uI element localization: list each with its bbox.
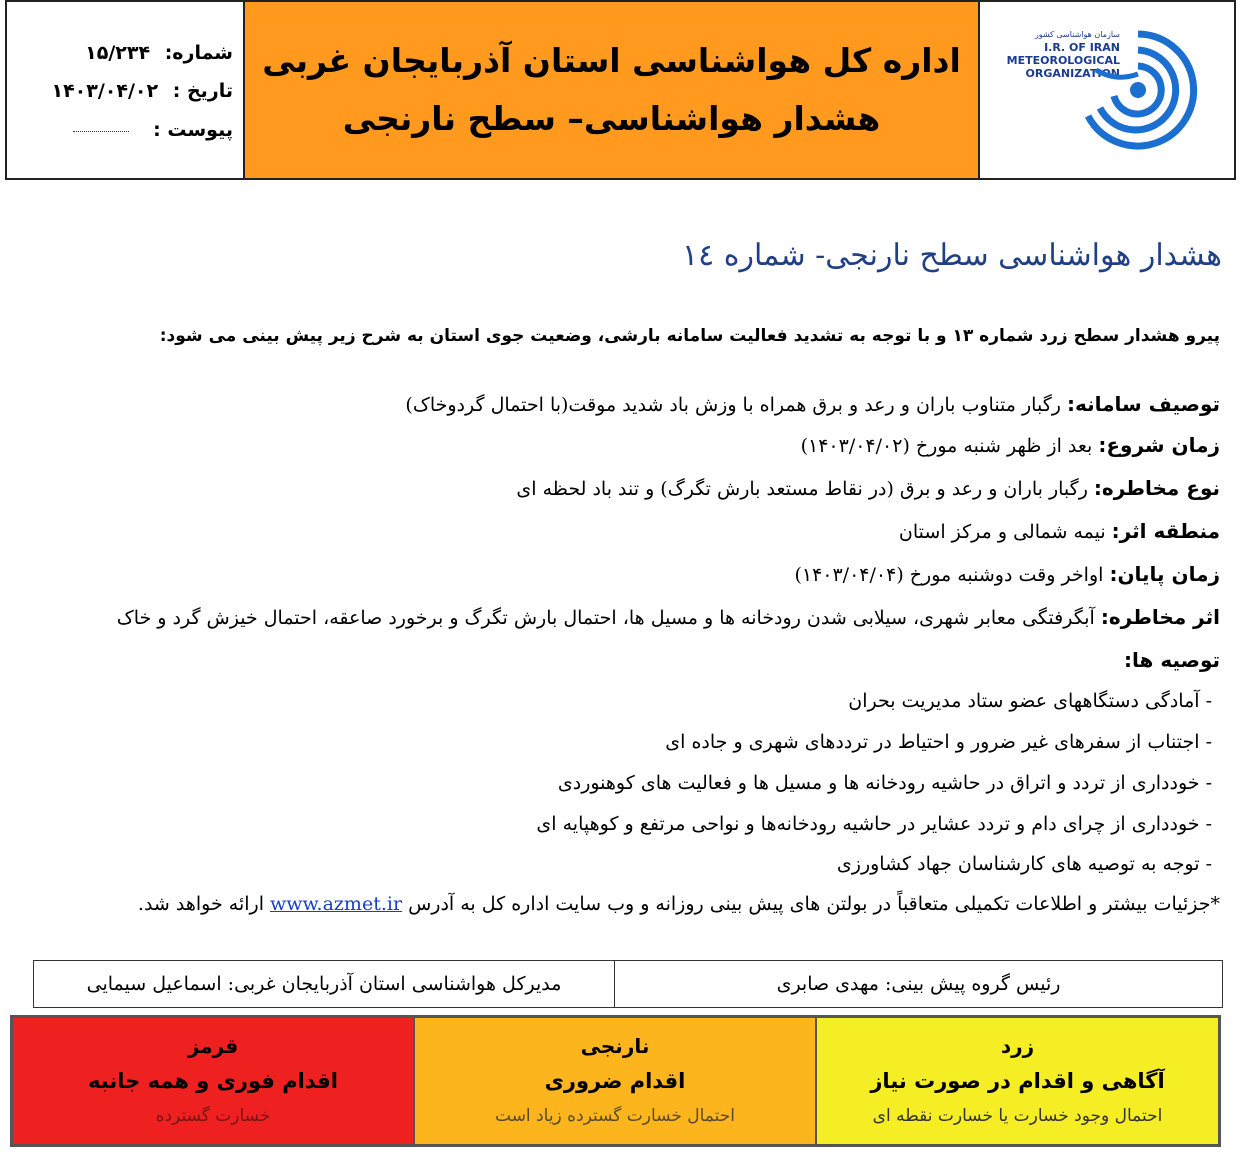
level-yellow [817, 1018, 1218, 1144]
recommendation-item: - توجه به توصیه های کارشناسان جهاد کشاورزی [836, 853, 1212, 875]
level-risk: احتمال وجود خسارت یا خسارت نقطه ای [872, 1106, 1163, 1126]
letter-header [5, 0, 1236, 180]
logo-name-line1: I.R. OF IRAN [1044, 41, 1120, 54]
recommendation-item: - آمادگی دستگاههای عضو ستاد مدیریت بحران [848, 690, 1212, 712]
logo-name-line2: METEOROLOGICAL [1006, 54, 1120, 67]
level-risk: احتمال خسارت گسترده زیاد است [495, 1106, 736, 1126]
field-label: نوع مخاطره: [1093, 476, 1220, 500]
field-recommendations-heading [1124, 648, 1220, 672]
warning-levels-legend [10, 1015, 1221, 1147]
intro-paragraph: پیرو هشدار سطح زرد شماره ۱۳ و با توجه به تشدید فعالیت سامانه بارشی، وضعیت جوی استان به شرح زیر پیش بینی می شود: [159, 326, 1220, 346]
recommendation-item: - خودداری از تردد و اتراق در حاشیه رودخانه ها و مسیل ها و فعالیت های کوهنوردی [557, 772, 1212, 794]
field-system-description [405, 392, 1220, 416]
field-label: توصیه ها: [1123, 648, 1220, 672]
level-risk: خسارت گسترده [155, 1106, 271, 1126]
number-row [85, 42, 233, 64]
number-value: ۱۵/۲۳۴ [85, 42, 151, 64]
date-label: تاریخ : [172, 80, 233, 102]
website-link[interactable]: www.azmet.ir [270, 893, 403, 915]
level-orange [415, 1018, 817, 1144]
field-label: زمان پایان: [1109, 562, 1220, 586]
field-label: زمان شروع: [1098, 433, 1220, 457]
field-value: اواخر وقت دوشنبه مورخ (۱۴۰۳/۰۴/۰۴) [794, 564, 1110, 586]
header-title: اداره کل هواشناسی استان آذربایجان غربی [262, 41, 961, 80]
level-action: اقدام ضروری [544, 1069, 686, 1093]
logo-fa-name: سازمان هواشناسی کشور [1034, 30, 1120, 39]
date-row [51, 80, 233, 102]
number-label: شماره: [164, 42, 233, 64]
attachment-label: پیوست : [153, 119, 233, 141]
header-subtitle: هشدار هواشناسی– سطح نارنجی [342, 99, 881, 138]
attachment-row [73, 119, 233, 141]
recommendation-item: - خودداری از چرای دام و تردد عشایر در حاشیه رودخانه‌ها و نواحی مرتفع و کوهپایه ای [536, 813, 1212, 835]
level-name: نارنجی [580, 1034, 650, 1058]
footnote-text: *جزئیات بیشتر و اطلاعات تکمیلی متعاقباً در بولتن های پیش بینی روزانه و وب سایت اداره کل به آدرس [402, 893, 1220, 915]
level-action: اقدام فوری و همه جانبه [88, 1069, 338, 1093]
field-value: بعد از ظهر شنبه مورخ (۱۴۰۳/۰۴/۰۲) [800, 435, 1099, 457]
field-hazard-impact [117, 605, 1220, 629]
forecast-head-signature: رئیس گروه پیش بینی: مهدی صابری [614, 961, 1222, 1007]
letter-meta-panel [7, 2, 245, 178]
field-value: رگبار باران و رعد و برق (در نقاط مستعد بارش تگرگ) و تند باد لحظه ای [516, 478, 1094, 500]
level-action: آگاهی و اقدام در صورت نیاز [870, 1069, 1165, 1093]
field-value: رگبار متناوب باران و رعد و برق همراه با وزش باد شدید موقت(با احتمال گردوخاک) [405, 394, 1067, 416]
level-red [13, 1018, 415, 1144]
meteorological-organization-logo [1078, 26, 1198, 156]
field-affected-area [899, 519, 1220, 543]
attachment-blank [73, 130, 129, 132]
footnote [138, 893, 1220, 915]
field-label: اثر مخاطره: [1100, 605, 1220, 629]
field-end-time [794, 562, 1220, 586]
header-title-panel [245, 2, 980, 178]
logo-panel [980, 2, 1234, 178]
signatures-table [33, 960, 1223, 1008]
field-value: نیمه شمالی و مرکز استان [898, 521, 1112, 543]
footnote-end: ارائه خواهد شد. [137, 893, 271, 915]
level-name: قرمز [187, 1034, 239, 1058]
level-name: زرد [1000, 1034, 1035, 1058]
date-value: ۱۴۰۳/۰۴/۰۲ [51, 80, 159, 102]
director-signature: مدیرکل هواشناسی استان آذربایجان غربی: اسماعیل سیمایی [86, 973, 562, 995]
field-label: منطقه اثر: [1111, 519, 1220, 543]
field-hazard-type [516, 476, 1220, 500]
field-label: توصیف سامانه: [1066, 392, 1220, 416]
recommendation-item: - اجتناب از سفرهای غیر ضرور و احتیاط در ترددهای شهری و جاده ای [665, 731, 1212, 753]
field-value: آبگرفتگی معابر شهری، سیلابی شدن رودخانه ها و مسیل ها، احتمال بارش تگرگ و برخورد صاعقه، احتمال خیزش گرد و خاک [116, 607, 1101, 629]
field-start-time [801, 433, 1220, 457]
document-title: هشدار هواشناسی سطح نارنجی- شماره ١٤ [682, 238, 1222, 273]
logo-name-line3: ORGANIZATION [1025, 67, 1120, 80]
